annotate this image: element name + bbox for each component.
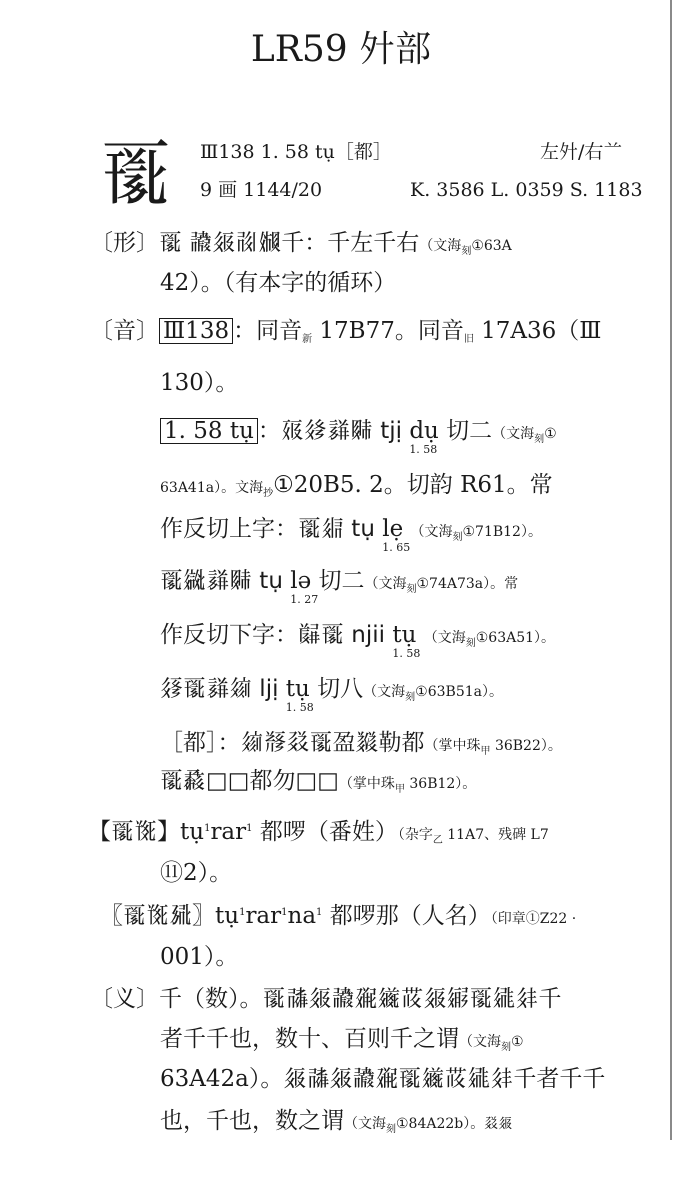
entry-strokes: 9 画 1144/20 — [200, 179, 323, 201]
sound-para3: 作反切上字：𗀡𗤋 tụ lẹ 1. 65 （文海$_刻$①71B12）。 — [160, 516, 542, 554]
sound-para7: ［都］：𗦻𘃡𗳦𗀡盈𘐔勒都（掌中珠$_甲$ 36B22）。 — [160, 730, 562, 757]
source-ref: （文海$_刻$①63B51a）。 — [363, 684, 503, 703]
entry-components: 左㚈/右𘡊 — [540, 141, 623, 163]
section-label: 〔音〕 — [90, 318, 159, 344]
boxed-index: Ⅲ138 — [159, 318, 233, 344]
meaning-line4: 也，千也，数之谓（文海$_刻$①84A22b）。𗳦𗣔 — [160, 1108, 513, 1135]
entry-references: K. 3586 L. 0359 S. 1183 — [410, 179, 643, 201]
sound-line2: 130）。 — [160, 370, 239, 396]
sound-para8: 𗀡𗲌□□都勿□□（掌中珠$_甲$ 36B12）。 — [160, 768, 477, 795]
right-margin-rule — [670, 0, 672, 1140]
meaning-line2: 者千千也，数十、百则千之谓（文海$_刻$① — [160, 1026, 524, 1053]
form-line2: 42）。（有本字的循环） — [160, 270, 397, 296]
section-form — [90, 228, 512, 267]
compound-word-2-line2: 001）。 — [160, 944, 239, 970]
compound-word-2: 〖𗀡𗭴𗉣〗$tụ^1rar^1na^1$ 都啰那（人名）（印章①Z22 · — [100, 903, 577, 929]
source-ref: （文海$_刻$①74A73a）。常 — [364, 576, 519, 595]
sound-para5: 作反切下字：𘛔𗀡 njii tụ 1. 58 （文海$_刻$①63A51）。 — [160, 622, 556, 660]
compound-word-1-line2: ⑪2）。 — [160, 860, 233, 886]
source-ref: （文海$_刻$①63A51）。 — [423, 630, 556, 649]
form-text: 𗀡 𘄒𗣔𗰖𗬞千：千左千右 — [159, 230, 420, 256]
source-ref: （文海$_刻$①63A — [419, 238, 512, 257]
section-meaning: 〔义〕千（数）。𗀡𗰜𗣔𘄒𗘂𗫂𗚉𗣔𗦜𗀡𗧓𗢳千 — [90, 986, 562, 1012]
entry-index-line: Ⅲ138 1. 58 tụ［都］ — [200, 141, 392, 163]
source-ref: （文海$_刻$① — [492, 426, 557, 445]
page-title: LR59 㚈部 — [250, 29, 432, 70]
source-ref: （文海$_刻$①84A22b）。𗳦𗣔 — [344, 1116, 513, 1135]
sound-para4: 𗀡𗪙𗙼𘉐 tụ lə 1. 27 切二（文海$_刻$①74A73a）。常 — [160, 568, 519, 606]
boxed-reading: 1. 58 tụ — [160, 418, 258, 444]
section-sound: 〔音〕 Ⅲ138 ：同音$_新$ 17B77。同音$_旧$ 17A36（Ⅲ — [90, 318, 602, 345]
sound-para1: 1. 58 tụ ：𗡞𗢼𗙼𘉐 tjị dụ 1. 58 切二（文海$_刻$① — [160, 416, 557, 455]
meaning-line3: 63A42a）。𗣔𗰜𗣔𘄒𗘂𗀡𗫂𗚉𗧓𗢳千者千千 — [160, 1066, 606, 1092]
source-ref: （文海$_刻$① — [459, 1034, 524, 1053]
source-ref: （印章①Z22 · — [490, 911, 577, 927]
section-label: 〔义〕 — [90, 986, 159, 1012]
sound-para6: 𗣗𗀡𗙼𗦻 ljị tụ 1. 58 切八（文海$_刻$①63B51a）。 — [160, 676, 503, 714]
source-ref: （文海$_刻$①71B12）。 — [410, 524, 542, 543]
source-ref: （掌中珠$_甲$ 36B22）。 — [424, 738, 562, 757]
source-ref: （掌中珠$_甲$ 36B12）。 — [338, 776, 477, 795]
section-label: 〔形〕 — [90, 230, 159, 256]
compound-word-1: 【𗀡𗭴】tụ$^1$rar$^1$ 都啰（番姓）（杂字$_乙$ 11A7、残碑 L7 — [88, 819, 549, 846]
source-ref: （杂字$_乙$ 11A7、残碑 L7 — [397, 827, 549, 846]
head-character: 𗀡 — [100, 131, 173, 215]
sound-para2: 63A41a）。文海$_抄$①20B5. 2。切韵 R61。常 — [160, 472, 553, 499]
